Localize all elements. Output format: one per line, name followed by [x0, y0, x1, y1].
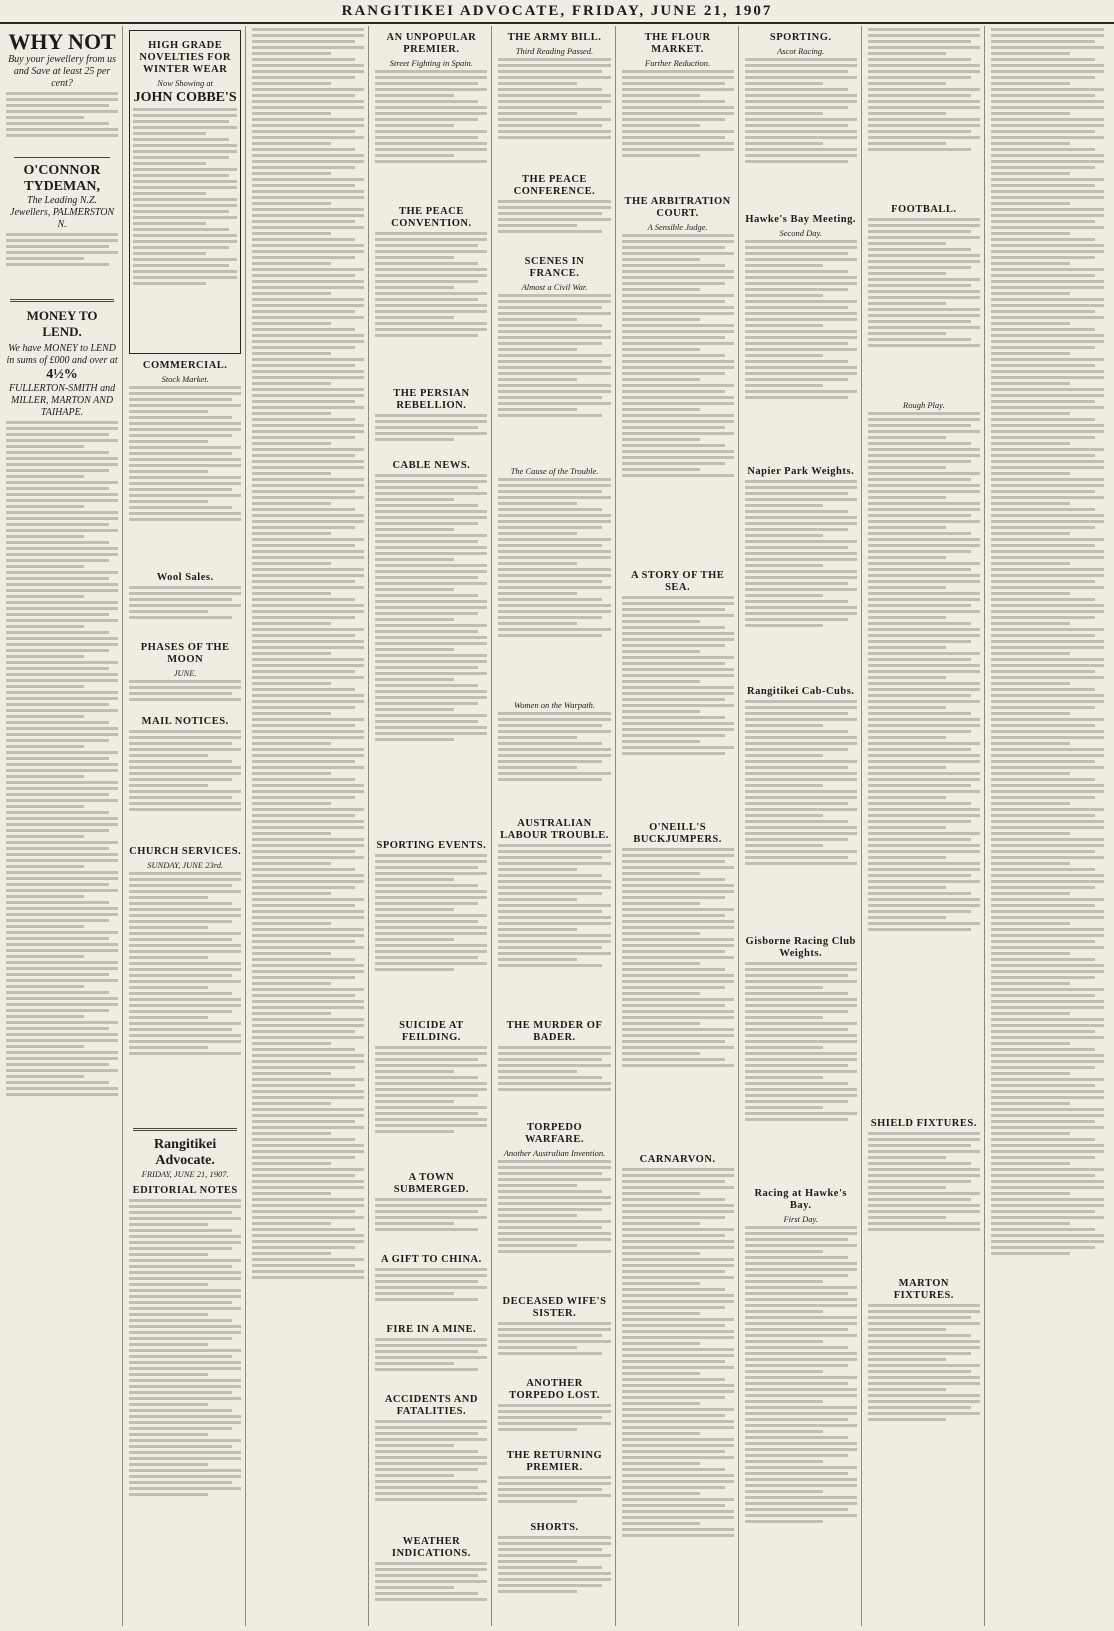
heading-sporting: SPORTING. — [769, 32, 832, 43]
article-text — [375, 1268, 487, 1318]
article-text — [375, 1420, 487, 1530]
subheading-third-reading: Third Reading Passed. — [515, 46, 594, 56]
ad-why-not-title: WHY NOT — [8, 29, 116, 54]
heading-wool-sales: Wool Sales. — [156, 572, 214, 583]
column-commercial — [129, 26, 246, 1626]
article-text — [129, 872, 241, 1122]
heading-peace-conference: THE PEACE CONFERENCE. — [513, 174, 596, 197]
heading-hawkes-bay-meeting: Hawke's Bay Meeting. — [745, 214, 857, 225]
article-text — [375, 1562, 487, 1622]
article-text — [375, 854, 487, 1014]
ad-money-subtitle: We have MONEY to LEND in sums of £000 and over at — [6, 343, 118, 366]
heading-deceased-wifes-sister: DECEASED WIFE'S SISTER. — [502, 1296, 607, 1319]
heading-football: FOOTBALL. — [891, 204, 957, 215]
heading-cable-news: CABLE NEWS. — [392, 460, 471, 471]
heading-oneills-buckjumpers: O'NEILL'S BUCKJUMPERS. — [633, 822, 722, 845]
heading-unpopular-premier: AN UNPOPULAR PREMIER. — [386, 32, 477, 55]
heading-weather-indications: WEATHER INDICATIONS. — [391, 1536, 471, 1559]
heading-racing-hawkes-bay: Racing at Hawke's Bay. — [754, 1188, 847, 1211]
ad-body-text — [6, 233, 118, 293]
article-text — [375, 1198, 487, 1248]
ad-novelties-title: HIGH GRADE NOVELTIES FOR WINTER WEAR — [139, 40, 231, 75]
article-text — [498, 712, 610, 812]
article-text — [745, 480, 857, 680]
article-text — [498, 478, 610, 698]
church-date: SUNDAY, JUNE 23rd. — [147, 860, 224, 870]
column-advertisements-1 — [6, 26, 123, 1626]
ad-firm-name: FULLERTON-SMITH and MILLER, MARTON AND TAIHAPE. — [8, 383, 116, 418]
article-text — [498, 200, 610, 250]
heading-returning-premier: THE RETURNING PREMIER. — [506, 1450, 603, 1473]
article-text — [498, 1322, 610, 1372]
article-text — [375, 70, 487, 200]
heading-peace-convention: THE PEACE CONVENTION. — [391, 206, 472, 229]
page-columns — [6, 26, 1108, 1626]
heading-scenes-in-france: SCENES IN FRANCE. — [524, 256, 585, 279]
subheading-sensible-judge: A Sensible Judge. — [647, 222, 708, 232]
heading-mail-notices: MAIL NOTICES. — [141, 716, 229, 727]
heading-shorts: SHORTS. — [530, 1522, 579, 1533]
article-text — [745, 1226, 857, 1626]
newspaper-masthead: RANGITIKEI ADVOCATE, FRIDAY, JUNE 21, 1907 — [0, 0, 1114, 24]
heading-australian-labour: AUSTRALIAN LABOUR TROUBLE. — [500, 818, 609, 841]
heading-torpedo-warfare: TORPEDO WARFARE. — [525, 1122, 584, 1145]
article-text — [129, 730, 241, 840]
article-text — [498, 1160, 610, 1290]
column-editorial — [252, 26, 369, 1626]
article-text — [129, 586, 241, 636]
column-cable-news — [375, 26, 492, 1626]
ad-money-to-lend: MONEY TO LEND. — [26, 308, 98, 339]
heading-rangitikei-cab-cubs: Rangitikei Cab-Cubs. — [746, 686, 855, 697]
article-text — [868, 1132, 980, 1272]
article-text — [129, 386, 241, 566]
article-text — [498, 1536, 610, 1616]
heading-commercial: COMMERCIAL. — [142, 360, 228, 371]
subheading-cause-of-trouble: The Cause of the Trouble. — [510, 466, 599, 476]
ad-john-cobbe-name: JOHN COBBE'S — [133, 90, 237, 105]
article-text — [868, 218, 980, 398]
column-football — [868, 26, 985, 1626]
article-text — [991, 28, 1104, 1618]
subheading-australian-invention: Another Australian Invention. — [503, 1148, 606, 1158]
article-text — [498, 844, 610, 1014]
heading-suicide-feilding: SUICIDE AT FEILDING. — [399, 1020, 464, 1043]
column-misc — [991, 26, 1108, 1626]
subheading-first-day: First Day. — [783, 1214, 818, 1224]
article-text — [745, 962, 857, 1182]
heading-church-services: CHURCH SERVICES. — [129, 846, 242, 857]
article-text — [498, 58, 610, 168]
heading-fire-in-mine: FIRE IN A MINE. — [386, 1324, 477, 1335]
article-text — [498, 1046, 610, 1116]
ad-body-text — [133, 108, 237, 348]
article-text — [868, 28, 980, 198]
article-text — [252, 28, 364, 1618]
article-text — [745, 58, 857, 208]
heading-sporting-events: SPORTING EVENTS. — [376, 840, 487, 851]
subheading-civil-war: Almost a Civil War. — [521, 282, 588, 292]
subheading-street-fighting: Street Fighting in Spain. — [389, 58, 474, 68]
article-text — [375, 474, 487, 834]
ad-oconnor-name: O'CONNOR — [23, 163, 101, 178]
article-text — [622, 848, 734, 1148]
article-text — [868, 1304, 980, 1464]
heading-story-of-the-sea: A STORY OF THE SEA. — [630, 570, 725, 593]
column-sporting — [745, 26, 862, 1626]
article-text — [622, 596, 734, 816]
heading-carnarvon: CARNARVON. — [639, 1154, 716, 1165]
heading-murder-of-bader: THE MURDER OF BADER. — [506, 1020, 603, 1043]
article-text — [129, 1199, 241, 1599]
article-text — [622, 70, 734, 190]
heading-moon-phases: PHASES OF THE MOON — [140, 642, 230, 665]
editorial-date: FRIDAY, JUNE 21, 1907. — [141, 1169, 229, 1179]
heading-gift-to-china: A GIFT TO CHINA. — [380, 1254, 482, 1265]
article-text — [498, 1476, 610, 1516]
heading-flour-market: THE FLOUR MARKET. — [644, 32, 711, 55]
article-text — [868, 412, 980, 1112]
heading-army-bill: THE ARMY BILL. — [507, 32, 602, 43]
ad-body-text — [6, 92, 118, 152]
heading-arbitration-court: THE ARBITRATION COURT. — [624, 196, 731, 219]
ad-tydeman-name: TYDEMAN, — [24, 179, 100, 194]
article-text — [375, 1338, 487, 1388]
column-news-2 — [498, 26, 615, 1626]
heading-napier-park-weights: Napier Park Weights. — [747, 466, 855, 477]
article-text — [375, 232, 487, 382]
heading-gisborne-racing: Gisborne Racing Club Weights. — [745, 936, 856, 959]
article-text — [622, 1168, 734, 1626]
heading-accidents-fatalities: ACCIDENTS AND FATALITIES. — [384, 1394, 478, 1417]
ad-jewellers-tagline: The Leading N.Z. Jewellers, PALMERSTON N. — [10, 195, 115, 230]
article-text — [375, 1046, 487, 1166]
heading-stock-market: Stock Market. — [161, 374, 209, 384]
ad-why-not-subtitle: Buy your jewellery from us and Save at least 25 per cent? — [8, 54, 117, 89]
ad-now-showing: Now Showing at — [157, 78, 214, 88]
subheading-ascot-racing: Ascot Racing. — [777, 46, 825, 56]
article-text — [129, 680, 241, 710]
heading-persian-rebellion: THE PERSIAN REBELLION. — [393, 388, 470, 411]
heading-editorial-notes: EDITORIAL NOTES — [132, 1185, 238, 1196]
heading-marton-fixtures: MARTON FIXTURES. — [893, 1278, 954, 1301]
moon-month: JUNE. — [173, 668, 197, 678]
column-news-3 — [622, 26, 739, 1626]
article-text — [745, 700, 857, 930]
ad-john-cobbe-box — [129, 30, 241, 354]
heading-town-submerged: A TOWN SUBMERGED. — [393, 1172, 470, 1195]
heading-torpedo-lost: ANOTHER TORPEDO LOST. — [509, 1378, 600, 1401]
subheading-women-warpath: Women on the Warpath. — [513, 700, 596, 710]
article-text — [622, 234, 734, 564]
article-text — [375, 414, 487, 454]
subheading-further-reduction: Further Reduction. — [645, 58, 711, 68]
editorial-paper-name: Rangitikei Advocate. — [154, 1137, 217, 1168]
article-text — [498, 294, 610, 464]
subheading-rough-play: Rough Play. — [903, 400, 945, 410]
article-text — [745, 240, 857, 460]
ad-interest-rate: 4½% — [46, 367, 78, 382]
subheading-second-day: Second Day. — [779, 228, 822, 238]
heading-shield-fixtures: SHIELD FIXTURES. — [870, 1118, 977, 1129]
ad-body-text — [6, 421, 118, 1321]
article-text — [498, 1404, 610, 1444]
